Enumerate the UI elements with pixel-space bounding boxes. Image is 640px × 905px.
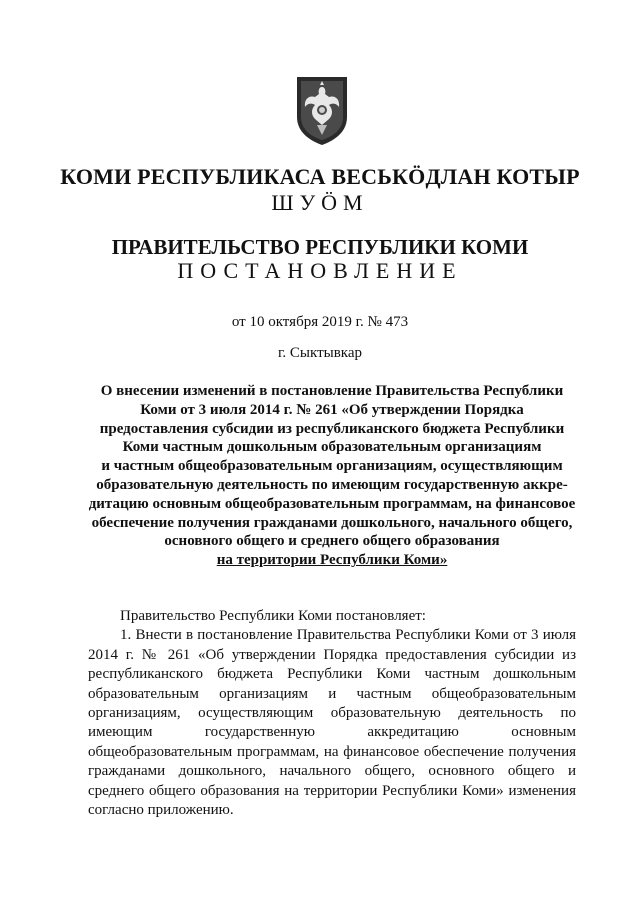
document-date-number: от 10 октября 2019 г. № 473 [231, 314, 409, 330]
document-city: г. Сыктывкар [277, 345, 363, 361]
title-line: предоставления субсидии из республиканского бюджета Республики [99, 420, 565, 437]
government-title: ПРАВИТЕЛЬСТВО РЕСПУБЛИКИ КОМИ [111, 235, 529, 259]
title-line: Коми от 3 июля 2014 г. № 261 «Об утверждении Порядка [140, 401, 524, 418]
title-line: Коми частным дошкольным образовательным организациям [122, 439, 542, 456]
body-paragraph: 1. Внести в постановление Правительства Республики Коми от 3 июля 2014 г. № 261 «Об утверждении Порядка предоставления субсидии из республиканского бюджета Республики Коми частным дошкольным образовательным организациям и частным общеобразовательным организациям, осуществляющим образовательную деятельность по имеющим государственную аккредитацию основным общеобразовательным программам, на финансовое обеспечение получения гражданами дошкольного, начального общего, основного общего и среднего общего образования на территории Республики Коми» изменения согласно приложению. [88, 627, 576, 819]
title-line: дитацию основным общеобразовательным программам, на финансовое [88, 495, 576, 512]
coat-of-arms-icon [293, 73, 351, 147]
body-paragraph: Правительство Республики Коми постановляет: [120, 608, 426, 624]
title-line: О внесении изменений в постановление Правительства Республики [100, 383, 564, 399]
title-line: обеспечение получения гражданами дошкольного, начального общего, [91, 514, 573, 531]
komi-header-title: КОМИ РЕСПУБЛИКАСА ВЕСЬКÖДЛАН КОТЫР [60, 164, 580, 189]
title-line: основного общего и среднего общего образования [164, 533, 500, 550]
title-line: и частным общеобразовательным организациям, осуществляющим [101, 458, 563, 475]
title-line: на территории Республики Коми» [216, 552, 448, 569]
komi-header-subtitle: ШУÖМ [271, 190, 369, 215]
document-body [88, 607, 576, 820]
title-line: образовательную деятельность по имеющим государственную аккре- [96, 476, 568, 493]
document-type-title: ПОСТАНОВЛЕНИЕ [177, 258, 463, 283]
document-subject-title [88, 382, 576, 570]
